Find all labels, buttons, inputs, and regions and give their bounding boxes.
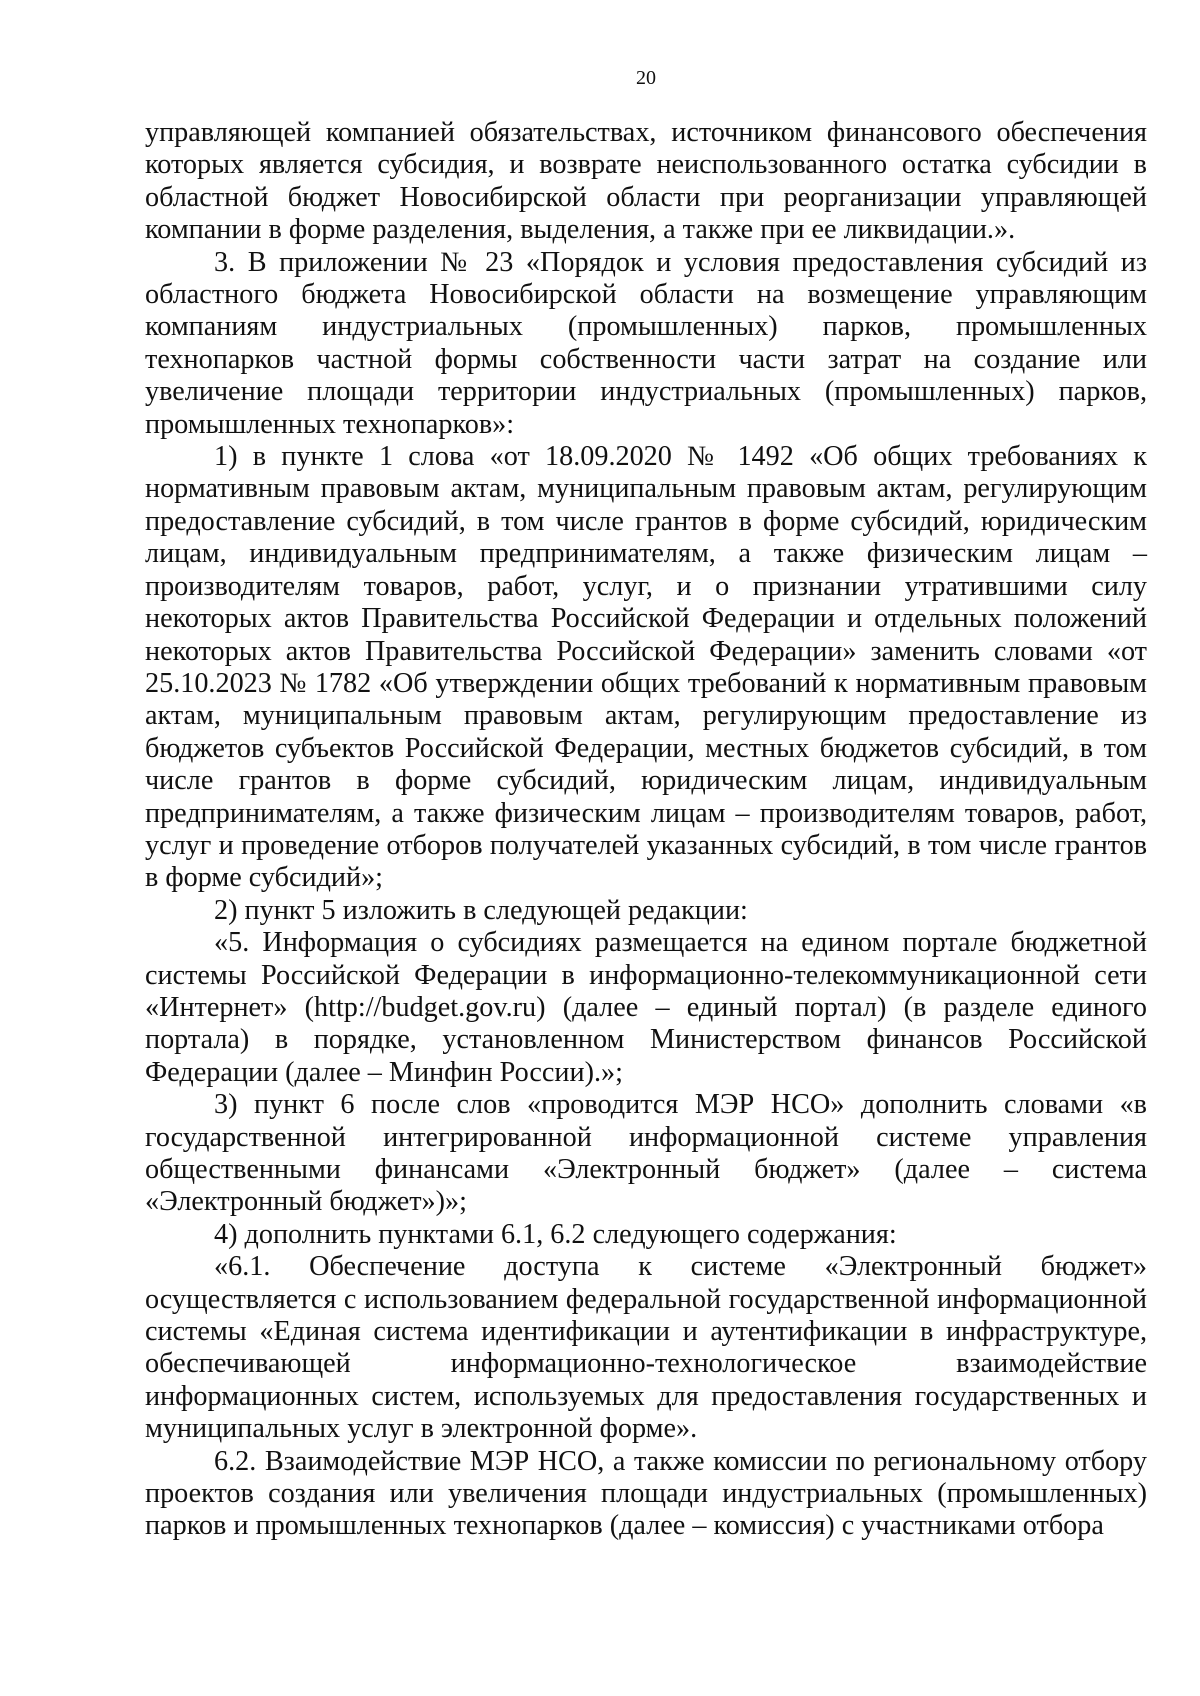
document-page (145, 0, 1147, 1696)
paragraph-subitem-1: 1) в пункте 1 слова «от 18.09.2020 № 1492 «Об общих требованиях к нормативным правовым актам, муниципальным правовым актам, регулирующим предоставление субсидий, в том числе грантов в форме субсидий, юридическим лицам, индивидуальным предпринимателям, а также физическим лицам – производителям товаров, работ, услуг, и о признании утратившими силу некоторых актов Правительства Российской Федерации и отдельных положений некоторых актов Правительства Российской Федерации» заменить словами «от 25.10.2023 № 1782 «Об утверждении общих требований к нормативным правовым актам, муниципальным правовым актам, регулирующим предоставление из бюджетов субъектов Российской Федерации, местных бюджетов субсидий, в том числе грантов в форме субсидий, юридическим лицам, индивидуальным предпринимателям, а также физическим лицам – производителям товаров, работ, услуг и проведение отборов получателей указанных субсидий, в том числе грантов в форме субсидий»; (145, 441, 1147, 894)
paragraph-subitem-3: 3) пункт 6 после слов «проводится МЭР НСО» дополнить словами «в государственной интегрированной информационной системе управления общественными финансами «Электронный бюджет» (далее – система «Электронный бюджет»)»; (145, 1089, 1147, 1218)
paragraph-clause-6-2: 6.2. Взаимодействие МЭР НСО, а также комиссии по региональному отбору проектов создания или увеличения площади индустриальных (промышленных) парков и промышленных технопарков (далее – комиссия) с участниками отбора (145, 1445, 1147, 1542)
paragraph-subitem-2: 2) пункт 5 изложить в следующей редакции: (214, 894, 748, 926)
page-number: 20 (636, 67, 656, 89)
paragraph-clause-5: «5. Информация о субсидиях размещается на едином портале бюджетной системы Российской Федерации в информационно-телекоммуникационной сети «Интернет» (http://budget.gov.ru) (далее – единый портал) (в разделе единого портала) в порядке, установленном Министерством финансов Российской Федерации (далее – Минфин России).»; (145, 927, 1147, 1088)
paragraph-subitem-4: 4) дополнить пунктами 6.1, 6.2 следующего содержания: (214, 1218, 897, 1250)
paragraph-clause-6-1: «6.1. Обеспечение доступа к системе «Электронный бюджет» осуществляется с использованием федеральной государственной информационной системы «Единая система идентификации и аутентификации в инфраструктуре, обеспечивающей информационно-технологическое взаимодействие информационных систем, используемых для предоставления государственных и муниципальных услуг в электронной форме». (145, 1251, 1147, 1445)
document-body (145, 117, 1147, 1543)
paragraph-continuation: управляющей компанией обязательствах, источником финансового обеспечения которых является субсидия, и возврате неиспользованного остатка субсидии в областной бюджет Новосибирской области при реорганизации управляющей компании в форме разделения, выделения, а также при ее ликвидации.». (145, 117, 1147, 246)
paragraph-item-3: 3. В приложении № 23 «Порядок и условия предоставления субсидий из областного бюджета Новосибирской области на возмещение управляющим компаниям индустриальных (промышленных) парков, промышленных технопарков частной формы собственности части затрат на создание или увеличение площади территории индустриальных (промышленных) парков, промышленных технопарков»: (145, 246, 1147, 440)
